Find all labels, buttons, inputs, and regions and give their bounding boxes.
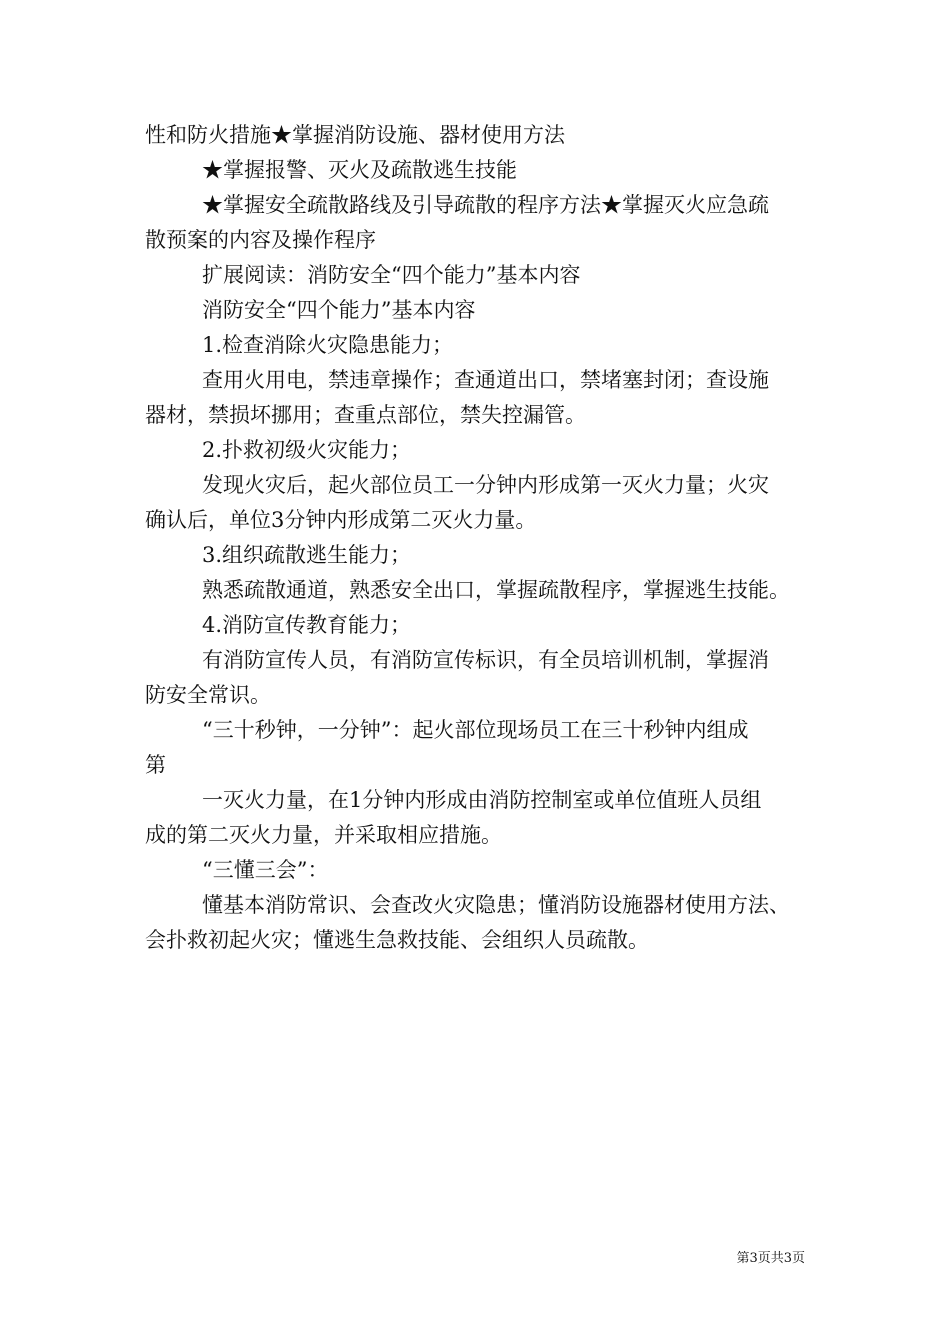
text-line: 确认后，单位3分钟内形成第二灭火力量。 (145, 508, 537, 532)
text-line: 第 (145, 753, 166, 777)
text-line: 会扑救初起火灾；懂逃生急救技能、会组织人员疏散。 (145, 928, 649, 952)
text-line: 熟悉疏散通道，熟悉安全出口，掌握疏散程序，掌握逃生技能。 (202, 578, 790, 602)
text-line: 消防安全“四个能力”基本内容 (202, 298, 476, 322)
text-line: 2.扑救初级火灾能力； (202, 438, 412, 462)
text-line: 成的第二灭火力量，并采取相应措施。 (145, 823, 502, 847)
document-body (145, 118, 815, 958)
text-line: 防安全常识。 (145, 683, 271, 707)
text-line: 3.组织疏散逃生能力； (202, 543, 412, 567)
text-line: 扩展阅读：消防安全“四个能力”基本内容 (202, 263, 581, 287)
text-line: 查用火用电，禁违章操作；查通道出口，禁堵塞封闭；查设施 (202, 368, 769, 392)
text-line: “三懂三会”： (202, 858, 329, 882)
text-line: 1.检查消除火灾隐患能力； (202, 333, 454, 357)
text-line: 一灭火力量，在1分钟内形成由消防控制室或单位值班人员组 (202, 788, 762, 812)
text-line: 发现火灾后，起火部位员工一分钟内形成第一灭火力量；火灾 (202, 473, 769, 497)
text-line: 器材，禁损坏挪用；查重点部位，禁失控漏管。 (145, 403, 586, 427)
text-line: 4.消防宣传教育能力； (202, 613, 412, 637)
text-line: 有消防宣传人员，有消防宣传标识，有全员培训机制，掌握消 (202, 648, 769, 672)
text-line: ★掌握报警、灭火及疏散逃生技能 (202, 158, 517, 182)
text-line: 散预案的内容及操作程序 (145, 228, 376, 252)
text-line: ★掌握安全疏散路线及引导疏散的程序方法★掌握灭火应急疏 (202, 193, 769, 217)
text-line: 性和防火措施★掌握消防设施、器材使用方法 (145, 123, 565, 147)
page-number-footer: 第3页共3页 (736, 1251, 805, 1266)
text-line: “三十秒钟，一分钟”：起火部位现场员工在三十秒钟内组成 (202, 718, 749, 742)
text-line: 懂基本消防常识、会查改火灾隐患；懂消防设施器材使用方法、 (202, 893, 790, 917)
